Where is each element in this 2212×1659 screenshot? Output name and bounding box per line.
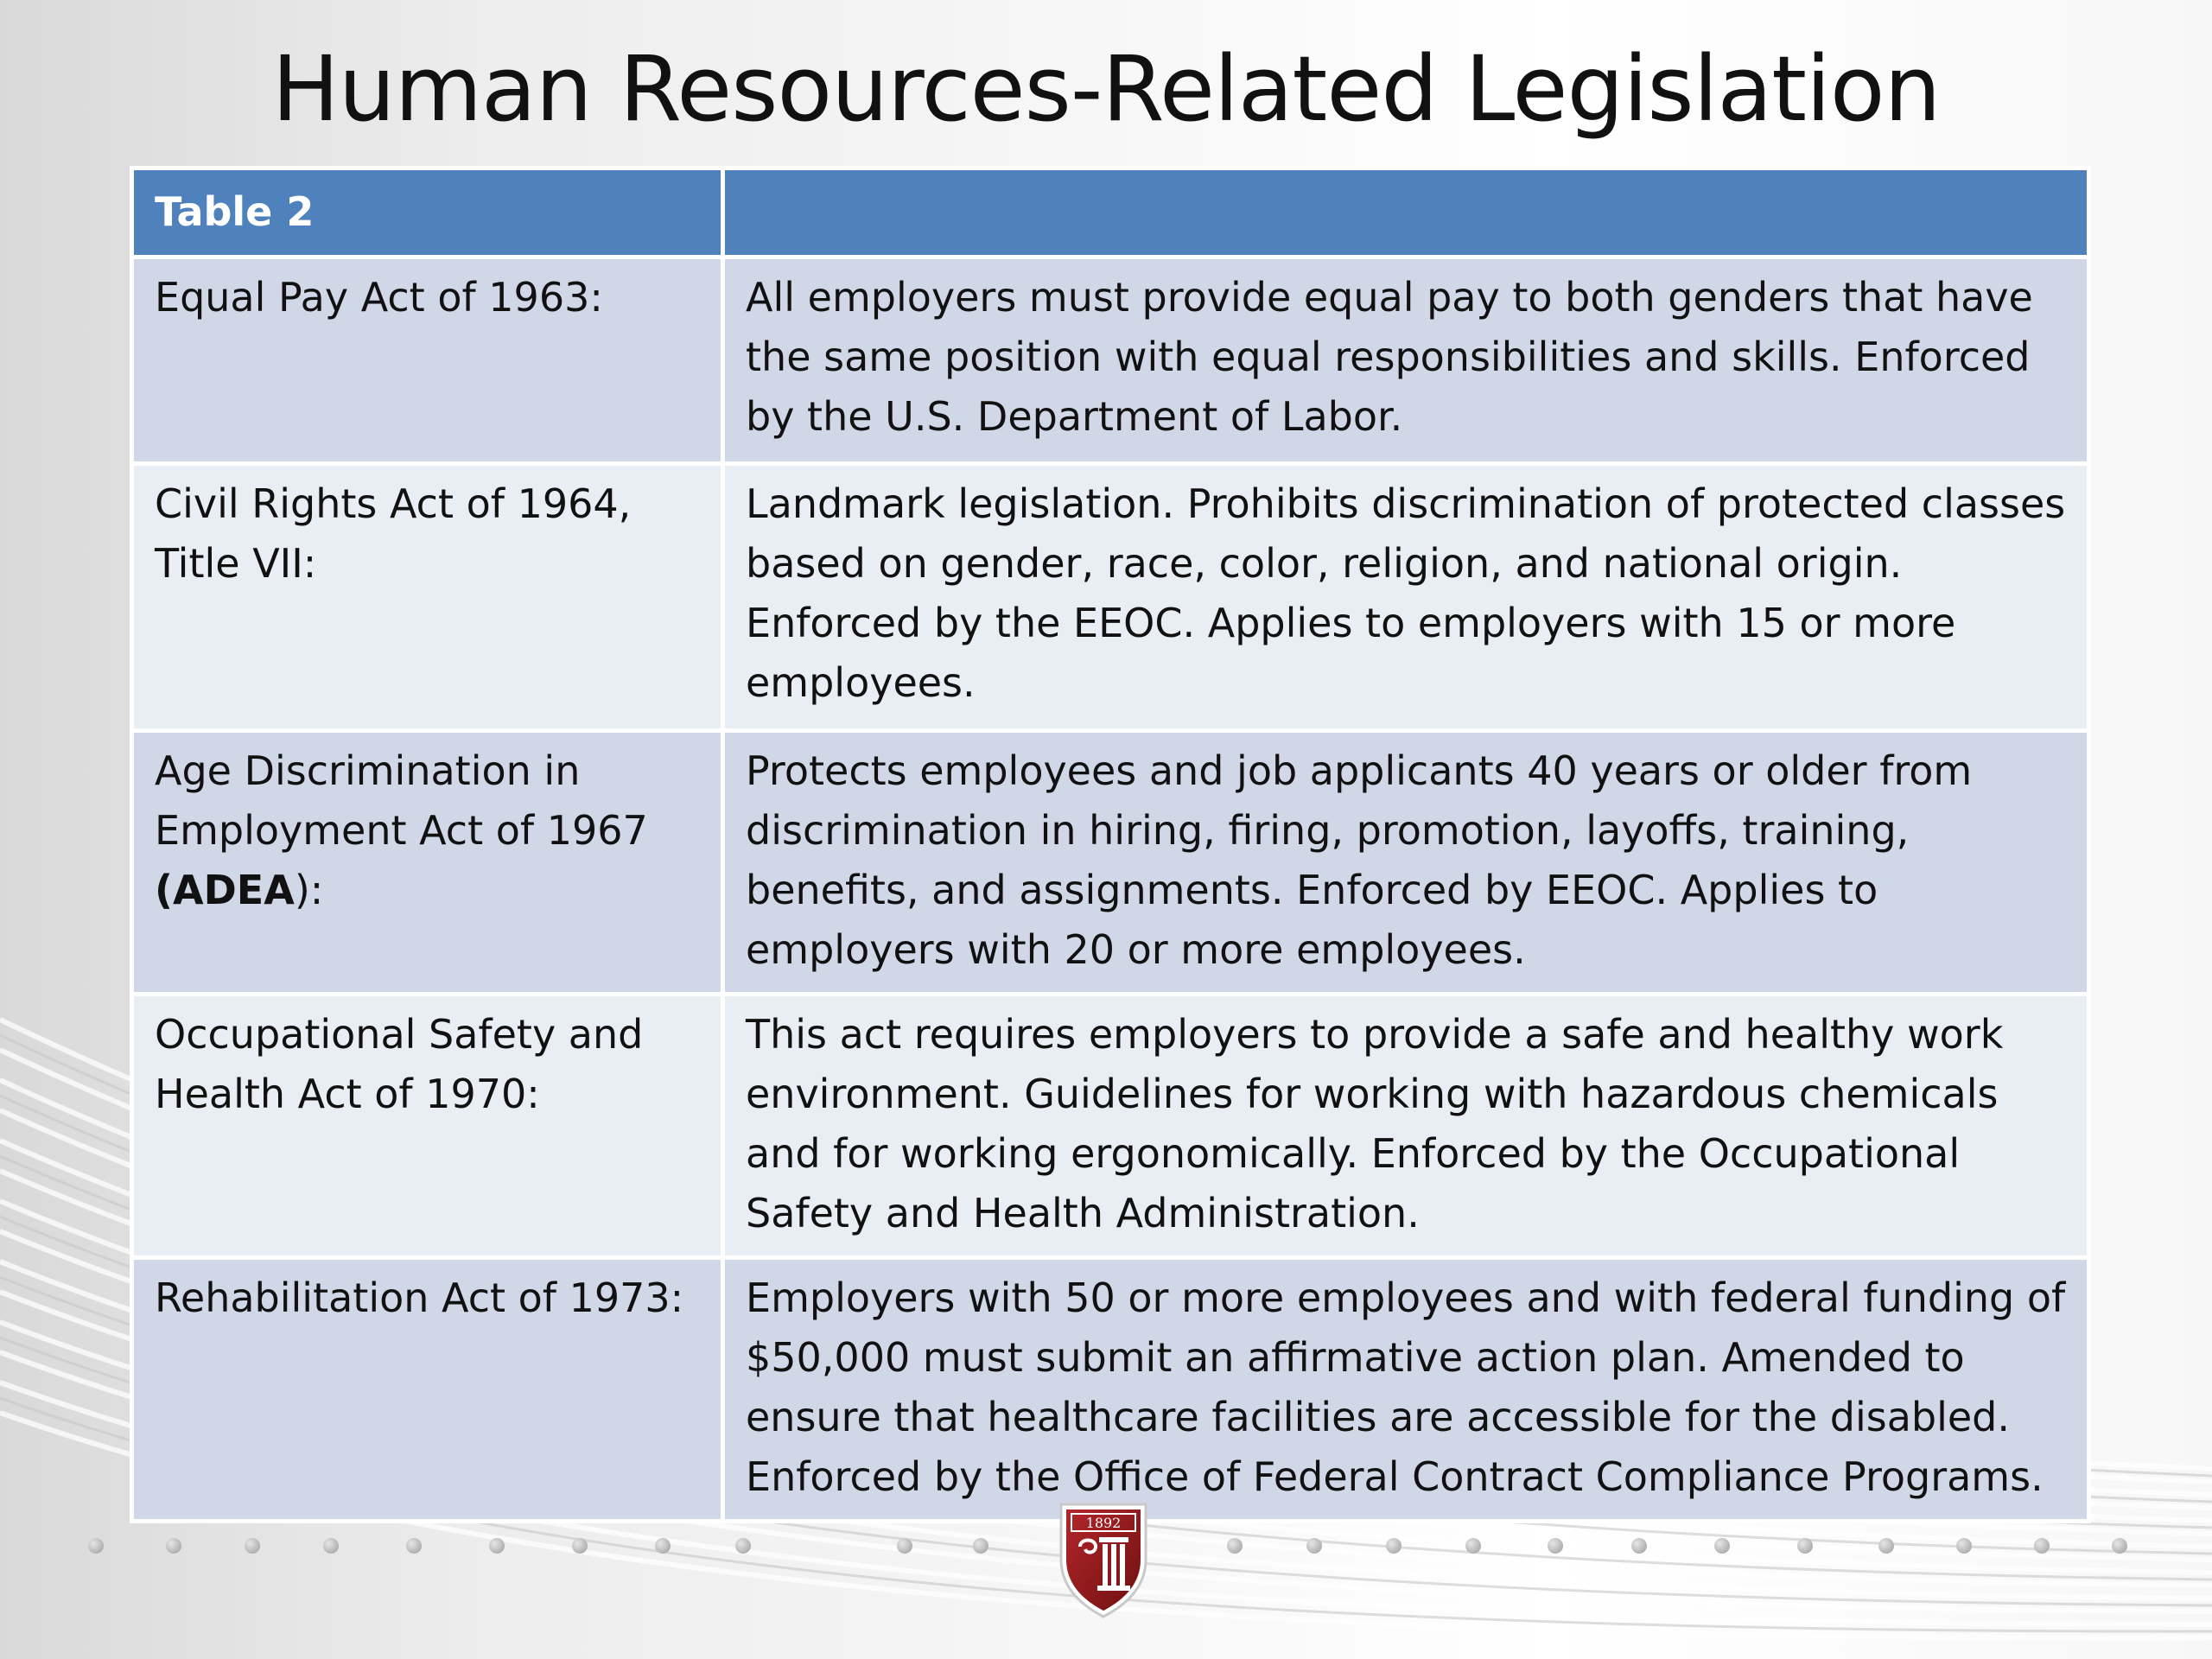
table-header-row	[132, 168, 2089, 257]
dot-decoration	[1797, 1538, 1813, 1554]
table-row	[132, 995, 2089, 1258]
crest-shield-icon	[1056, 1499, 1151, 1620]
dot-decoration	[655, 1538, 671, 1554]
dot-decoration	[1306, 1538, 1322, 1554]
dot-decoration	[973, 1538, 988, 1554]
act-description-cell: Landmark legislation. Prohibits discrimination of protected classes based on gender, race, color, religion, and national origin. Enforced by the EEOC. Applies to employers with 15 or more employees.	[723, 464, 2089, 731]
legislation-table	[130, 166, 2091, 1523]
act-name-suffix: ):	[294, 867, 324, 913]
dot-decoration	[323, 1538, 339, 1554]
dot-decoration	[166, 1538, 181, 1554]
slide-title: Human Resources-Related Legislation	[271, 36, 1941, 142]
dot-decoration	[572, 1538, 588, 1554]
dot-decoration	[1227, 1538, 1243, 1554]
act-description-cell: Employers with 50 or more employees and with federal funding of $50,000 must submit an affirmative action plan. Amended to ensure that healthcare facilities are accessible for the disabled. Enforced by the Office of Federal Contract Compliance Programs.	[723, 1258, 2089, 1522]
table-header-cell	[723, 168, 2089, 257]
dot-decoration	[2034, 1538, 2050, 1554]
table-row	[132, 257, 2089, 464]
dot-decoration	[735, 1538, 751, 1554]
table-row	[132, 1258, 2089, 1522]
dot-decoration	[1548, 1538, 1563, 1554]
act-acronym: (ADEA	[155, 867, 295, 913]
table-header-cell: Table 2	[132, 168, 723, 257]
act-name-cell	[132, 731, 723, 995]
dot-decoration	[406, 1538, 422, 1554]
dot-decoration	[1465, 1538, 1481, 1554]
act-name-cell: Equal Pay Act of 1963:	[132, 257, 723, 464]
logo-year: 1892	[1085, 1515, 1122, 1531]
dot-decoration	[1956, 1538, 1972, 1554]
dot-decoration	[489, 1538, 505, 1554]
dot-decoration	[1714, 1538, 1730, 1554]
table-row	[132, 731, 2089, 995]
act-name-cell: Occupational Safety and Health Act of 1970:	[132, 995, 723, 1258]
act-name-text: Age Discrimination in Employment Act of 1967	[155, 747, 648, 854]
dot-decoration	[2112, 1538, 2127, 1554]
act-name-cell: Civil Rights Act of 1964, Title VII:	[132, 464, 723, 731]
dot-decoration	[1878, 1538, 1894, 1554]
dot-decoration	[1386, 1538, 1402, 1554]
act-description-cell: Protects employees and job applicants 40 years or older from discrimination in hiring, firing, promotion, layoffs, training, benefits, and assignments. Enforced by EEOC. Applies to employers with 20 or more employees.	[723, 731, 2089, 995]
table-row	[132, 464, 2089, 731]
dot-decoration	[897, 1538, 912, 1554]
dot-decoration	[1631, 1538, 1647, 1554]
act-description-cell: All employers must provide equal pay to both genders that have the same position with equal responsibilities and skills. Enforced by the U.S. Department of Labor.	[723, 257, 2089, 464]
act-name-cell: Rehabilitation Act of 1973:	[132, 1258, 723, 1522]
act-description-cell: This act requires employers to provide a safe and healthy work environment. Guidelines for working with hazardous chemicals and for working ergonomically. Enforced by the Occupational Safety and Health Administration.	[723, 995, 2089, 1258]
dot-decoration	[88, 1538, 104, 1554]
dot-decoration	[245, 1538, 260, 1554]
